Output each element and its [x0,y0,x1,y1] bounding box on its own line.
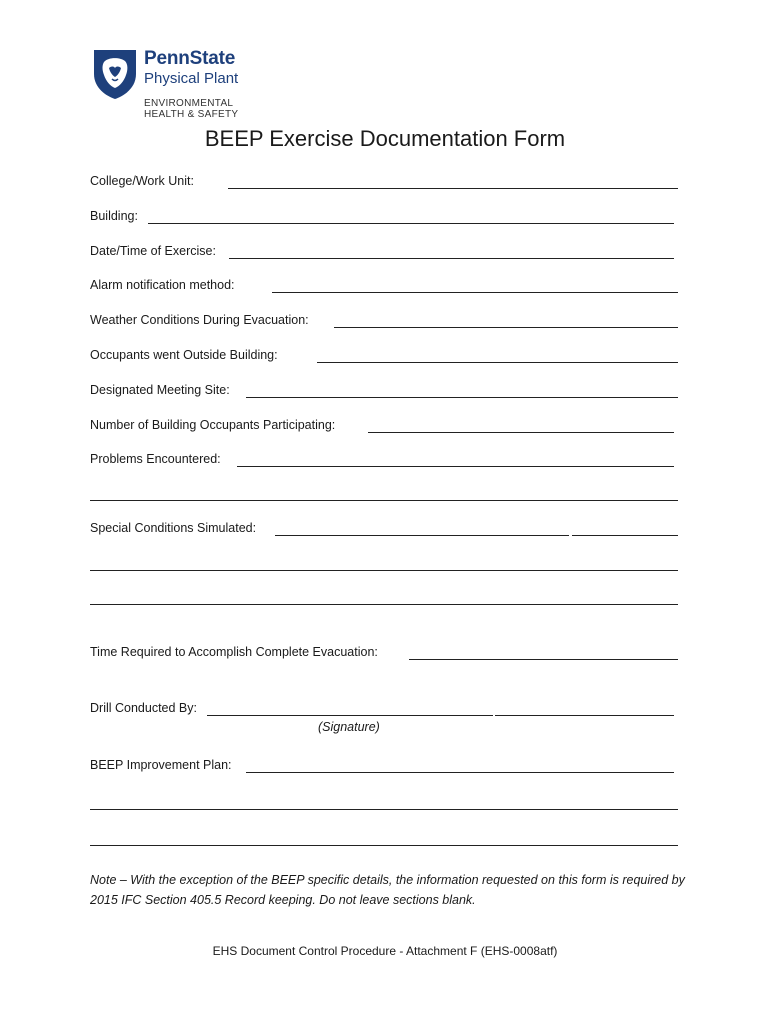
nittany-lion-shield-icon [92,48,138,100]
meeting-site-input[interactable] [246,397,678,398]
footer-text: EHS Document Control Procedure - Attachment F (EHS-0008atf) [212,944,558,958]
logo-title: PennState [144,48,236,69]
problems-label: Problems Encountered: [90,452,221,466]
drill-by-extra-input[interactable] [495,715,674,716]
special-conditions-label: Special Conditions Simulated: [90,521,257,535]
improvement-plan-label: BEEP Improvement Plan: [90,758,232,772]
building-label: Building: [90,209,138,223]
occupants-outside-input[interactable] [317,362,678,363]
alarm-label: Alarm notification method: [90,278,235,292]
building-input[interactable] [148,223,674,224]
signature-caption: (Signature) [318,720,380,734]
improvement-plan-input[interactable] [246,772,674,773]
num-occupants-label: Number of Building Occupants Participating: [90,418,336,432]
logo-subtitle: Physical Plant [144,70,239,87]
improvement-plan-input-line3[interactable] [90,845,678,846]
time-required-label: Time Required to Accomplish Complete Evacuation: [90,645,378,659]
occupants-outside-label: Occupants went Outside Building: [90,348,278,362]
weather-input[interactable] [334,327,678,328]
weather-label: Weather Conditions During Evacuation: [90,313,309,327]
logo-dept-line1: ENVIRONMENTAL [144,98,234,109]
special-conditions-input-extra[interactable] [572,535,678,536]
drill-by-label: Drill Conducted By: [90,701,197,715]
alarm-input[interactable] [272,292,678,293]
problems-input[interactable] [237,466,674,467]
meeting-site-label: Designated Meeting Site: [90,383,230,397]
special-conditions-input-line2[interactable] [90,570,678,571]
college-label: College/Work Unit: [90,174,194,188]
datetime-input[interactable] [229,258,674,259]
datetime-label: Date/Time of Exercise: [90,244,216,258]
logo-dept-line2: HEALTH & SAFETY [144,109,239,120]
special-conditions-input[interactable] [275,535,569,536]
form-title: BEEP Exercise Documentation Form [204,126,566,151]
problems-input-line2[interactable] [90,500,678,501]
college-input[interactable] [228,188,678,189]
time-required-input[interactable] [409,659,678,660]
improvement-plan-input-line2[interactable] [90,809,678,810]
note-text: Note – With the exception of the BEEP specific details, the information requested on this form is required by 2015 IFC Section 405.5 Record keeping. Do not leave sections blank. [90,873,685,907]
special-conditions-input-line3[interactable] [90,604,678,605]
num-occupants-input[interactable] [368,432,674,433]
drill-by-signature-input[interactable] [207,715,493,716]
